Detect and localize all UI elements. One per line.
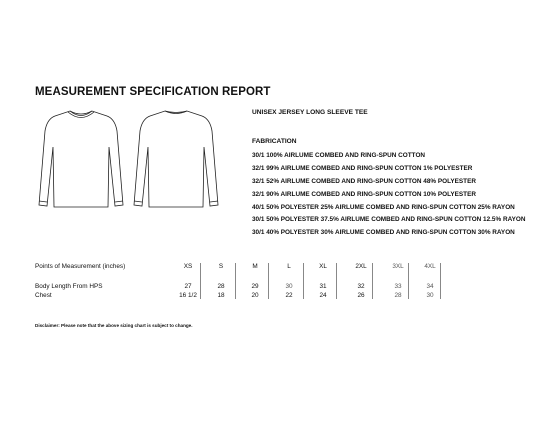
table-cell: 33 (394, 283, 402, 290)
column-divider (235, 263, 236, 299)
column-divider (336, 263, 337, 299)
row-label: Body Length From HPS (35, 283, 103, 290)
row-label: Chest (35, 292, 52, 299)
table-cell: 24 (319, 292, 327, 299)
table-cell: 28 (394, 292, 402, 299)
size-header: XS (183, 263, 193, 270)
size-header: M (252, 263, 258, 270)
column-divider (200, 263, 201, 299)
column-divider (268, 263, 269, 299)
column-divider (372, 263, 373, 299)
fabric-item: 40/1 50% POLYESTER 25% AIRLUME COMBED AND RING-SPUN COTTON 25% RAYON (252, 203, 515, 211)
table-cell: 16 1/2 (179, 292, 197, 299)
table-cell: 29 (251, 283, 259, 290)
size-header: 2XL (355, 263, 367, 270)
table-header-row (35, 263, 455, 283)
table-cell: 32 (357, 283, 365, 290)
table-cell: 34 (426, 283, 434, 290)
size-header: 3XL (392, 263, 404, 270)
table-cell: 28 (217, 283, 225, 290)
column-divider (440, 263, 441, 299)
column-divider (303, 263, 304, 299)
size-table (35, 263, 455, 301)
fabric-item: 32/1 99% AIRLUME COMBED AND RING-SPUN COTTON 1% POLYESTER (252, 164, 473, 172)
table-row (35, 292, 455, 301)
size-header: 4XL (424, 263, 436, 270)
table-cell: 26 (357, 292, 365, 299)
size-header: S (218, 263, 224, 270)
table-cell: 31 (319, 283, 327, 290)
table-cell: 20 (251, 292, 259, 299)
fabrication-heading: FABRICATION (252, 138, 297, 145)
measurement-header: Points of Measurement (inches) (35, 263, 126, 270)
back-tee-illustration (130, 107, 222, 215)
fabric-item: 30/1 50% POLYESTER 37.5% AIRLUME COMBED AND RING-SPUN COTTON 12.5% RAYON (252, 216, 526, 224)
product-name: UNISEX JERSEY LONG SLEEVE TEE (252, 109, 368, 116)
fabric-list (252, 152, 525, 242)
front-tee-illustration (35, 107, 127, 215)
report-title: MEASUREMENT SPECIFICATION REPORT (35, 86, 271, 98)
table-row (35, 283, 455, 292)
fabric-item: 30/1 100% AIRLUME COMBED AND RING-SPUN COTTON (252, 152, 426, 159)
table-cell: 27 (184, 283, 192, 290)
column-divider (408, 263, 409, 299)
size-header: L (287, 263, 291, 270)
fabric-item: 32/1 52% AIRLUME COMBED AND RING-SPUN COTTON 48% POLYESTER (252, 177, 476, 185)
fabric-item: 32/1 90% AIRLUME COMBED AND RING-SPUN COTTON 10% POLYESTER (252, 190, 476, 198)
table-cell: 22 (285, 292, 293, 299)
disclaimer-text: Disclaimer: Please note that the above sizing chart is subject to change. (35, 323, 193, 328)
size-header: XL (319, 263, 327, 270)
table-cell: 30 (285, 283, 293, 290)
table-cell: 30 (426, 292, 434, 299)
fabric-item: 30/1 40% POLYESTER 30% AIRLUME COMBED AND RING-SPUN COTTON 30% RAYON (252, 229, 515, 237)
table-cell: 18 (217, 292, 225, 299)
